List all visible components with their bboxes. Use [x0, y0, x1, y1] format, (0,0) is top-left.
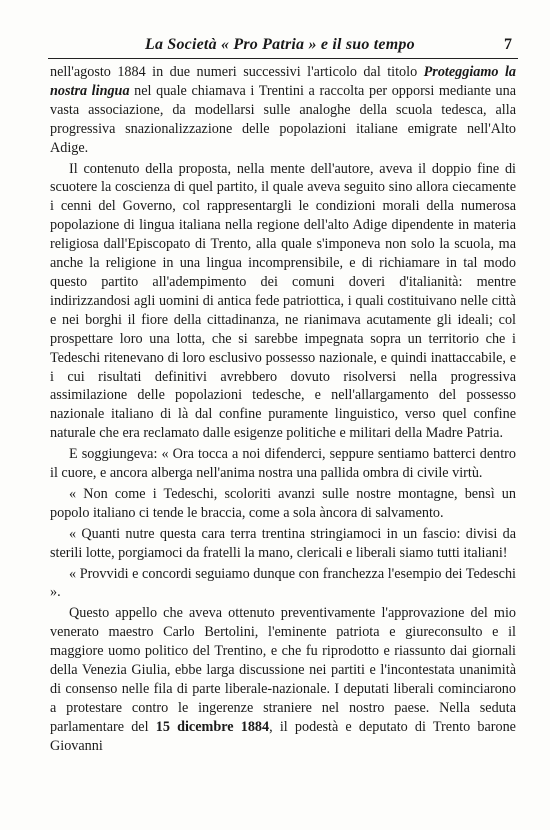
paragraph-4: « Non come i Tedeschi, scoloriti avanzi sulle nostre montagne, bensì un popolo italiano ci tende le braccia, come a sola àncora di salvamento. [50, 485, 516, 521]
paragraph-5: « Quanti nutre questa cara terra trentina stringiamoci in un fascio: divisi da sterili lotte, porgiamoci da fratelli la mano, clericali e liberali siamo tutti italiani! [50, 525, 516, 561]
paragraph-2: Il contenuto della proposta, nella mente dell'autore, aveva il doppio fine di scuotere la coscienza di quel partito, il quale aveva seguito sino allora ciecamente i cenni del Governo, col rappresentargli le condizioni morali della numerosa popolazione di lingua italiana nella regione dell'alto Adige dipendente in materia religiosa dall'Episcopato di Trento, alla quale s'imponeva non solo la scuola, ma anche la religione in una lingua incomprensibile, e di richiamare in tal modo questo partito all'adempimento dei comuni doveri d'italianità: mentre indirizzandosi agli uomini di antica fede patriottica, i quali costituivano nelle città e nei borghi il fiore della cittadinanza, ne rianimava acutamente gli ideali; col prospettare loro una lotta, che si sarebbe impegnata sopra un territorio che i Tedeschi ritenevano di loro esclusivo possesso nazionale, e quindi inattaccabile, e i cui risultati definitivi avrebbero dovuto risolversi nella progressiva assimilazione delle popolazioni tedesche, e nell'allargamento del possesso nazionale italiano di là dal confine puramente linguistico, verso quel confine naturale che era reclamato dalle esigenze politiche e militari della Madre Patria. [50, 160, 516, 442]
paragraph-7-end: , il podestà e deputato di Trento barone Giovanni [50, 718, 516, 754]
page-number: 7 [504, 36, 512, 53]
session-date: 15 dicembre 1884 [155, 718, 270, 735]
header-rule [48, 58, 518, 59]
paragraph-1-start: nell'agosto 1884 in due numeri successivi l'articolo dal titolo [50, 64, 424, 80]
article-title: Proteggiamo la nostra lingua [50, 64, 516, 99]
paragraph-3: E soggiungeva: « Ora tocca a noi difenderci, seppure sentiamo batterci dentro il cuore, e ancora alberga nell'anima nostra una pallida ombra di civile virtù. [50, 446, 516, 482]
paragraph-1 [50, 63, 516, 158]
paragraph-6: « Provvidi e concordi seguiamo dunque con franchezza l'esempio dei Tedeschi ». [50, 565, 516, 601]
running-title: La Società « Pro Patria » e il suo tempo [145, 36, 415, 53]
paragraph-1-end: nel quale chiamava i Trentini a raccolta per opporsi mediante una vasta associazione, da modellarsi sulle analoghe della scuola tedesca, alla progressiva snazionalizzazione delle popolazioni italiane emigrate nell'Alto Adige. [50, 82, 516, 156]
paragraph-7-start: Questo appello che aveva ottenuto preventivamente l'approvazione del mio venerato maestro Carlo Bertolini, l'eminente patriota e giureconsulto e il maggiore uomo politico del Trentino, e che fu riprodotto e riassunto dai giornali della Venezia Giulia, ebbe larga discussione nei partiti e l'incontestata unanimità di consenso nelle fila di parte liberale-nazionale. I deputati liberali cominciarono a protestare contro le ingerenze straniere nel nostro paese. Nella seduta parlamentare del [50, 605, 516, 735]
running-head [50, 36, 520, 56]
body-text [50, 63, 516, 756]
paragraph-7 [50, 604, 516, 755]
